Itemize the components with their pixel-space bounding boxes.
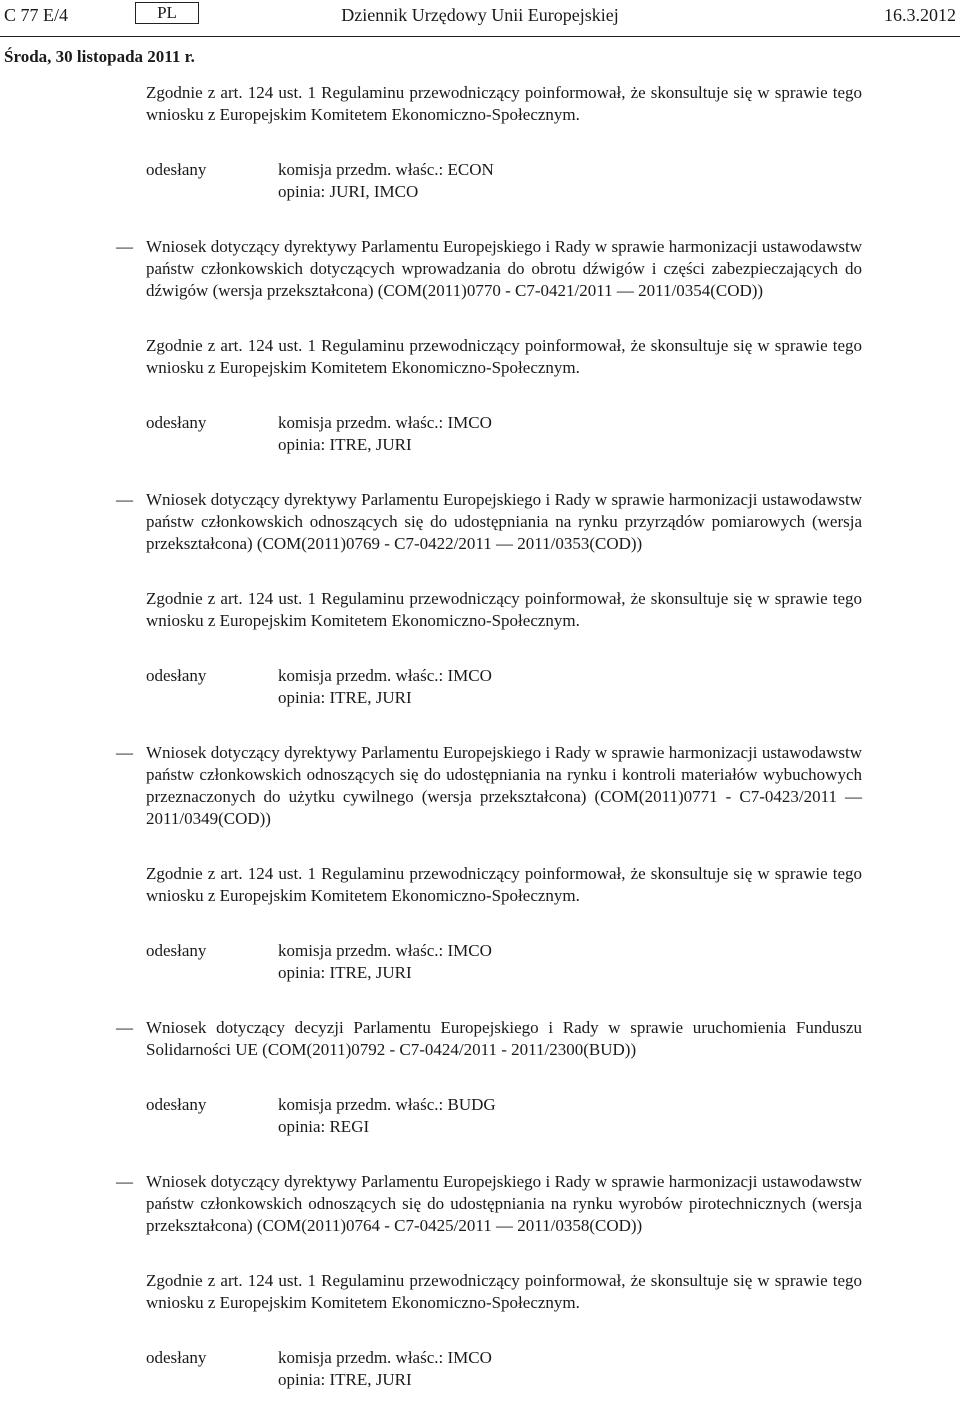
committee-opinion: opinia: ITRE, JURI xyxy=(278,963,412,982)
committee-responsible: komisja przedm. właśc.: IMCO xyxy=(278,1348,492,1367)
committee-opinion: opinia: REGI xyxy=(278,1117,370,1136)
journal-series: C 77 E/4 xyxy=(4,5,69,25)
committee-responsible: komisja przedm. właśc.: ECON xyxy=(278,160,494,179)
proposal-title: Wniosek dotyczący dyrektywy Parlamentu Europejskiego i Rady w sprawie harmonizacji ustawodawstw państw członkowskich odnoszących się do udostępniania na rynku przyrządów pomiarowych (wersja przekształcona) (COM(2011)0769 - C7-0422/2011 — 2011/0353(COD)) xyxy=(146,490,862,553)
document-body xyxy=(116,82,862,1424)
referral-label: odesłany xyxy=(146,1348,207,1367)
proposal-title: Wniosek dotyczący decyzji Parlamentu Europejskiego i Rady w sprawie uruchomienia Funduszu Solidarności UE (COM(2011)0792 - C7-0424/2011 - 2011/2300(BUD)) xyxy=(146,1018,862,1059)
referral-block xyxy=(146,665,862,709)
committee-responsible: komisja przedm. właśc.: BUDG xyxy=(278,1095,496,1114)
em-dash-bullet: — xyxy=(116,1172,133,1191)
em-dash-bullet: — xyxy=(116,237,133,256)
procedure-note: Zgodnie z art. 124 ust. 1 Regulaminu przewodniczący poinformował, że skonsultuje się w sprawie tego wniosku z Europejskim Komitetem Ekonomiczno-Społecznym. xyxy=(146,589,862,630)
proposal-title: Wniosek dotyczący dyrektywy Parlamentu Europejskiego i Rady w sprawie harmonizacji ustawodawstw państw członkowskich odnoszących się do udostępniania na rynku wyrobów pirotechnicznych (wersja przekształcona) (COM(2011)0764 - C7-0425/2011 — 2011/0358(COD)) xyxy=(146,1172,862,1235)
referral-label: odesłany xyxy=(146,413,207,432)
proposal-item xyxy=(116,489,862,555)
journal-title: Dziennik Urzędowy Unii Europejskiej xyxy=(341,5,619,25)
page-header xyxy=(0,2,960,28)
referral-block xyxy=(146,940,862,984)
em-dash-bullet: — xyxy=(116,1018,133,1037)
proposal-item xyxy=(116,1171,862,1237)
procedure-note: Zgodnie z art. 124 ust. 1 Regulaminu przewodniczący poinformował, że skonsultuje się w sprawie tego wniosku z Europejskim Komitetem Ekonomiczno-Społecznym. xyxy=(146,864,862,905)
committee-opinion: opinia: ITRE, JURI xyxy=(278,688,412,707)
proposal-item xyxy=(116,742,862,830)
procedure-note: Zgodnie z art. 124 ust. 1 Regulaminu przewodniczący poinformował, że skonsultuje się w sprawie tego wniosku z Europejskim Komitetem Ekonomiczno-Społecznym. xyxy=(146,336,862,377)
referral-block xyxy=(146,1094,862,1138)
language-badge: PL xyxy=(135,2,199,24)
proposal-title: Wniosek dotyczący dyrektywy Parlamentu Europejskiego i Rady w sprawie harmonizacji ustawodawstw państw członkowskich odnoszących się do udostępniania na rynku i kontroli materiałów wybuchowych przeznaczonych do użytku cywilnego (wersja przekształcona) (COM(2011)0771 - C7-0423/2011 — 2011/0349(COD)) xyxy=(146,743,862,828)
sitting-date: Środa, 30 listopada 2011 r. xyxy=(4,47,195,66)
committee-responsible: komisja przedm. właśc.: IMCO xyxy=(278,413,492,432)
referral-label: odesłany xyxy=(146,941,207,960)
referral-block xyxy=(146,159,862,203)
committee-opinion: opinia: ITRE, JURI xyxy=(278,435,412,454)
header-divider xyxy=(0,36,960,37)
referral-block xyxy=(146,412,862,456)
committee-responsible: komisja przedm. właśc.: IMCO xyxy=(278,666,492,685)
procedure-note: Zgodnie z art. 124 ust. 1 Regulaminu przewodniczący poinformował, że skonsultuje się w sprawie tego wniosku z Europejskim Komitetem Ekonomiczno-Społecznym. xyxy=(146,1271,862,1312)
procedure-note: Zgodnie z art. 124 ust. 1 Regulaminu przewodniczący poinformował, że skonsultuje się w sprawie tego wniosku z Europejskim Komitetem Ekonomiczno-Społecznym. xyxy=(146,83,862,124)
referral-label: odesłany xyxy=(146,1095,207,1114)
referral-label: odesłany xyxy=(146,666,207,685)
referral-block xyxy=(146,1347,862,1391)
committee-responsible: komisja przedm. właśc.: IMCO xyxy=(278,941,492,960)
referral-label: odesłany xyxy=(146,160,207,179)
committee-opinion: opinia: JURI, IMCO xyxy=(278,182,419,201)
proposal-item xyxy=(116,236,862,302)
committee-opinion: opinia: ITRE, JURI xyxy=(278,1370,412,1389)
proposal-item xyxy=(116,1017,862,1061)
publication-date: 16.3.2012 xyxy=(884,5,956,25)
em-dash-bullet: — xyxy=(116,743,133,762)
em-dash-bullet: — xyxy=(116,490,133,509)
proposal-title: Wniosek dotyczący dyrektywy Parlamentu Europejskiego i Rady w sprawie harmonizacji ustawodawstw państw członkowskich dotyczących wprowadzania do obrotu dźwigów i części zabezpieczających do dźwigów (wersja przekształcona) (COM(2011)0770 - C7-0421/2011 — 2011/0354(COD)) xyxy=(146,237,862,300)
